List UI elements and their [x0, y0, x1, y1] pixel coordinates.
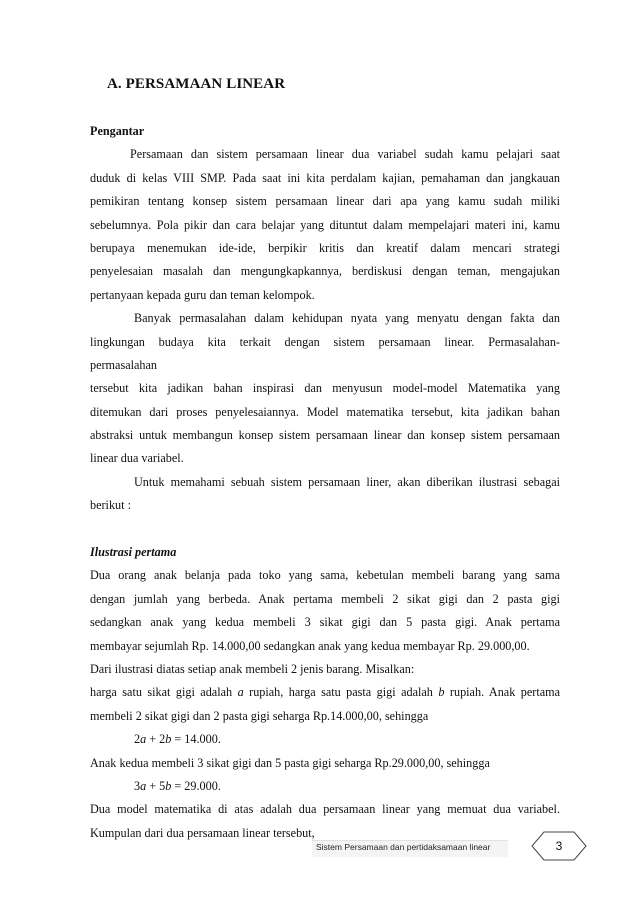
paragraph-line: duduk di kelas VIII SMP. Pada saat ini kita perdalam kajian, pemahaman dan jangkauan: [90, 170, 560, 185]
paragraph-line: membeli 2 sikat gigi dan 2 pasta gigi seharga Rp.14.000,00, sehingga: [90, 708, 429, 723]
spacer: [90, 518, 560, 541]
paragraph-line: sebelumnya. Pola pikir dan cara belajar yang dituntut dalam mempelajari materi ini, kamu: [90, 217, 560, 232]
eq2-op: +: [146, 778, 160, 793]
paragraph-line: penyelesaian masalah dan mengungkapkannya, berdiskusi dengan teman, mengajukan: [90, 264, 560, 279]
paragraph-line: Dua orang anak belanja pada toko yang sama, kebetulan membeli barang yang sama: [90, 568, 560, 583]
paragraph-line: pertanyaan kepada guru dan teman kelompok.: [90, 287, 315, 302]
paragraph-line: berikut :: [90, 498, 131, 513]
paragraph-line: linear dua variabel.: [90, 451, 184, 466]
eq1-var-a: a: [140, 732, 147, 747]
misalkan-line: [90, 681, 560, 704]
eq2-var-a: a: [140, 778, 147, 793]
paragraph-line: berupaya menemukan ide-ide, berpikir kritis dan kreatif dalam mencari strategi: [90, 240, 560, 255]
eq1-coef-b: 2: [159, 732, 166, 747]
section-title: A. PERSAMAAN LINEAR: [107, 76, 286, 92]
misalkan-text-1: harga satu sikat gigi adalah: [90, 685, 238, 700]
paragraph-line: Untuk memahami sebuah sistem persamaan liner, akan diberikan ilustrasi sebagai: [134, 474, 560, 489]
paragraph-line: Dari ilustrasi diatas setiap anak membeli 2 jenis barang. Misalkan:: [90, 661, 415, 676]
variable-b: b: [438, 685, 445, 700]
eq2-rhs: = 29.000.: [171, 778, 221, 793]
eq1-coef-a: 2: [134, 732, 141, 747]
heading-pengantar: Pengantar: [90, 124, 145, 138]
misalkan-text-2: rupiah, harga satu pasta gigi adalah: [243, 685, 439, 700]
paragraph-line: dengan jumlah yang berbeda. Anak pertama membeli 2 sikat gigi dan 2 pasta gigi: [90, 591, 560, 606]
paragraph-line: sedangkan anak yang kedua membeli 3 sikat gigi dan 5 pasta gigi. Anak pertama: [90, 615, 560, 630]
eq2-var-b: b: [165, 778, 172, 793]
paragraph-line: tersebut kita jadikan bahan inspirasi dan menyusun model-model Matematika yang: [90, 381, 560, 396]
variable-a: a: [237, 685, 244, 700]
paragraph-line: Dua model matematika di atas adalah dua persamaan linear yang memuat dua variabel.: [90, 802, 560, 817]
paragraph-line: Persamaan dan sistem persamaan linear dua variabel sudah kamu pelajari saat: [130, 147, 560, 162]
paragraph-line: Kumpulan dari dua persamaan linear tersebut,: [90, 825, 315, 840]
equation-2: [90, 775, 560, 798]
eq1-op: +: [146, 732, 160, 747]
paragraph-line: Banyak permasalahan dalam kehidupan nyata yang menyatu dengan fakta dan: [134, 311, 560, 326]
equation-1: [90, 728, 560, 751]
body-content: [90, 120, 560, 845]
misalkan-text-3: rupiah. Anak pertama: [444, 685, 560, 700]
eq2-coef-b: 5: [159, 778, 166, 793]
page-number-badge: [530, 830, 588, 862]
page-number: 3: [555, 839, 563, 853]
paragraph-line: membayar sejumlah Rp. 14.000,00 sedangkan anak yang kedua membayar Rp. 29.000,00.: [90, 638, 530, 653]
paragraph-line: permasalahan: [90, 357, 157, 372]
paragraph-line: pemikiran tentang konsep sistem persamaan linear dari apa yang kamu sudah miliki: [90, 194, 560, 209]
footer-title: Sistem Persamaan dan pertidaksamaan linear: [316, 842, 491, 852]
paragraph-line: ditemukan dari proses penyelesaiannya. Model matematika tersebut, kita jadikan bahan: [90, 404, 560, 419]
paragraph-line: lingkungan budaya kita terkait dengan sistem persamaan linear. Permasalahan-: [90, 334, 560, 349]
eq1-var-b: b: [165, 732, 172, 747]
heading-ilustrasi: Ilustrasi pertama: [90, 545, 177, 560]
paragraph-line: Anak kedua membeli 3 sikat gigi dan 5 pasta gigi seharga Rp.29.000,00, sehingga: [90, 755, 490, 770]
eq1-rhs: = 14.000.: [171, 732, 221, 747]
paragraph-line: abstraksi untuk membangun konsep sistem persamaan linear dan konsep sistem persamaan: [90, 428, 560, 443]
eq2-coef-a: 3: [134, 778, 141, 793]
